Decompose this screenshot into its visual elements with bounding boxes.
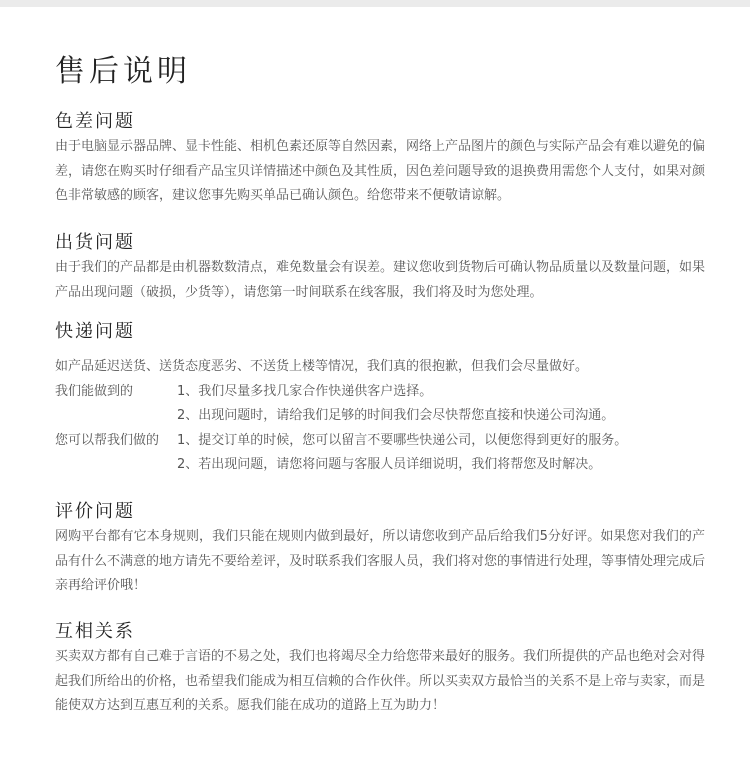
section-relationship [55, 620, 705, 719]
courier-row [55, 429, 705, 454]
page-title: 售后说明 [55, 54, 191, 89]
row-label: 您可以帮我们做的 [55, 432, 160, 448]
top-divider-bar [0, 0, 750, 7]
row-text: 1、提交订单的时候，您可以留言不要哪些快递公司，以便您得到更好的服务。 [177, 432, 628, 448]
section-heading: 评价问题 [55, 501, 135, 522]
section-heading: 色差问题 [55, 111, 135, 132]
section-body: 买卖双方都有自己难于言语的不易之处，我们也将竭尽全力给您带来最好的服务。我们所提供的产品也绝对会对得起我们所给出的价格，也希望我们能成为相互信赖的合作伙伴。所以买卖双方最恰当的关系不是上帝与卖家，而是能使双方达到互惠互利的关系。愿我们能在成功的道路上互为助力！ [55, 649, 706, 713]
section-body: 由于我们的产品都是由机器数数清点，难免数量会有误差。建议您收到货物后可确认物品质量以及数量问题，如果产品出现问题（破损，少货等），请您第一时间联系在线客服，我们将及时为您处理。 [55, 260, 706, 300]
row-text: 1、我们尽量多找几家合作快递供客户选择。 [177, 383, 433, 399]
section-body: 由于电脑显示器品牌、显卡性能、相机色素还原等自然因素，网络上产品图片的颜色与实际产品会有难以避免的偏差，请您在购买时仔细看产品宝贝详情描述中颜色及其性质，因色差问题导致的退换费用需您个人支付，如果对颜色非常敏感的顾客，建议您事先购买单品已确认颜色。给您带来不便敬请谅解。 [55, 139, 706, 203]
row-label [55, 404, 177, 429]
section-reviews [55, 500, 705, 599]
section-courier [55, 320, 705, 478]
row-text: 2、若出现问题，请您将问题与客服人员详细说明，我们将帮您及时解决。 [177, 457, 602, 472]
courier-row [55, 404, 705, 429]
section-heading: 出货问题 [55, 232, 135, 253]
row-label: 我们能做到的 [55, 383, 134, 399]
section-shipping [55, 231, 705, 305]
section-intro: 如产品延迟送货、送货态度恶劣、不送货上楼等情况，我们真的很抱歉，但我们会尽量做好。 [55, 359, 589, 374]
courier-row [55, 380, 705, 405]
row-label [55, 453, 177, 478]
row-text: 2、出现问题时，请给我们足够的时间我们会尽快帮您直接和快递公司沟通。 [177, 408, 615, 423]
section-color-difference [55, 110, 705, 209]
section-body: 网购平台都有它本身规则，我们只能在规则内做到最好，所以请您收到产品后给我们5分好评。如果您对我们的产品有什么不满意的地方请先不要给差评，及时联系我们客服人员，我们将对您的事情进行处理，等事情处理完成后亲再给评价哦！ [55, 529, 706, 593]
section-heading: 互相关系 [55, 621, 135, 642]
courier-row [55, 453, 705, 478]
section-heading: 快递问题 [55, 321, 135, 342]
